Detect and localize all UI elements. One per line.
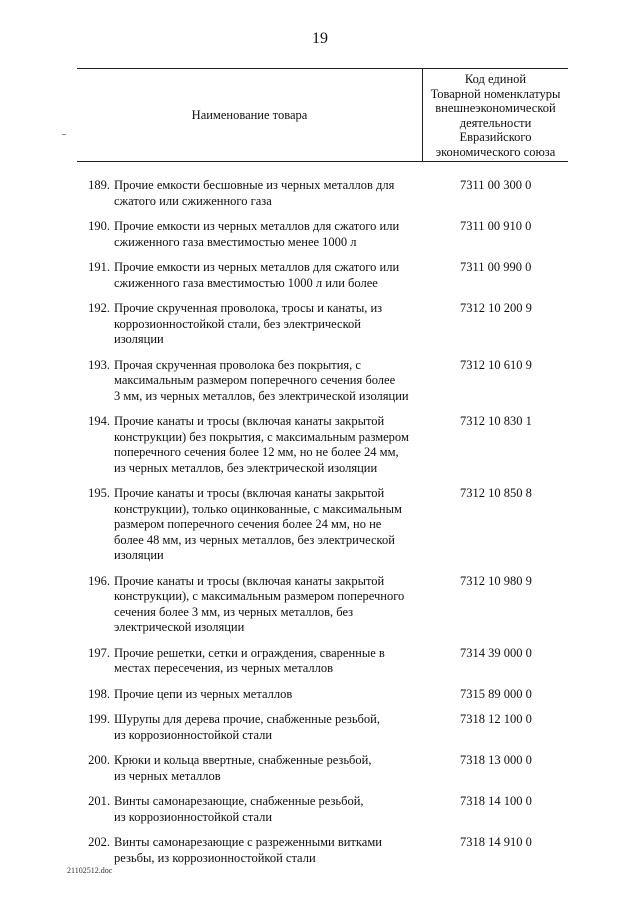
description-line: Прочие емкости из черных металлов для сжатого или — [114, 260, 400, 274]
item-number: 191. — [88, 260, 110, 274]
item-description — [114, 574, 424, 636]
code-header-line: Код единой — [464, 72, 527, 86]
description-line: сечения более 3 мм, из черных металлов, без — [114, 604, 354, 619]
item-code: 7318 14 100 0 — [460, 794, 532, 808]
item-code: 7314 39 000 0 — [460, 645, 532, 660]
item-description — [114, 178, 424, 209]
item-description — [114, 753, 424, 784]
description-line: максимальным размером поперечного сечения более — [114, 373, 396, 387]
table-row — [0, 178, 640, 209]
code-header-line: Евразийского — [459, 130, 532, 144]
description-line: конструкции) без покрытия, с максимальным размером — [114, 429, 409, 444]
item-description — [114, 260, 424, 291]
description-line: поперечного сечения более 12 мм, но не более 24 мм, — [114, 445, 399, 459]
item-description — [114, 486, 424, 564]
table-row — [0, 414, 640, 476]
description-line: размером поперечного сечения более 24 мм, но не — [114, 517, 382, 531]
code-header-line: деятельности — [459, 115, 532, 130]
description-line: Винты самонарезающие с разреженными витками — [114, 835, 382, 849]
item-description — [114, 835, 424, 866]
item-number: 190. — [88, 219, 110, 233]
item-number: 195. — [88, 486, 110, 500]
description-line: Прочие емкости из черных металлов для сжатого или — [114, 219, 400, 233]
item-description — [114, 712, 424, 743]
description-line: из черных металлов — [114, 768, 221, 783]
table-row — [0, 574, 640, 636]
description-line: сжиженного газа вместимостью 1000 л или более — [114, 275, 378, 290]
table-header — [77, 68, 568, 162]
item-code: 7312 10 610 9 — [460, 357, 532, 372]
description-line: коррозионностойкой стали, без электрической — [114, 316, 361, 331]
item-number: 189. — [88, 178, 110, 192]
table-row — [0, 687, 640, 703]
description-line: Прочие канаты и тросы (включая канаты закрытой — [114, 573, 385, 588]
item-code: 7312 10 200 9 — [460, 301, 532, 315]
item-number: 194. — [88, 414, 110, 428]
description-line: местах пересечения, из черных металлов — [114, 661, 334, 675]
code-header-line: Товарной номенклатуры — [430, 86, 561, 101]
item-number: 201. — [88, 794, 110, 808]
item-code: 7311 00 300 0 — [460, 178, 532, 192]
item-number: 192. — [88, 301, 110, 315]
item-code: 7311 00 990 0 — [460, 260, 532, 274]
description-line: конструкции), только оцинкованные, с максимальным — [114, 501, 402, 516]
description-line: Прочие канаты и тросы (включая канаты закрытой — [114, 414, 385, 428]
item-number: 196. — [88, 573, 110, 588]
item-code: 7318 13 000 0 — [460, 753, 532, 767]
description-line: Прочие емкости бесшовные из черных металлов для — [114, 178, 395, 192]
table-row — [0, 301, 640, 348]
item-code: 7318 14 910 0 — [460, 835, 532, 849]
document-filename: 21102512.doc — [67, 866, 113, 875]
description-line: электрической изоляции — [114, 620, 245, 634]
item-number: 197. — [88, 645, 110, 660]
item-number: 202. — [88, 835, 110, 849]
description-line: резьбы, из коррозионностойкой стали — [114, 850, 316, 865]
table-row — [0, 835, 640, 866]
item-code: 7312 10 850 8 — [460, 486, 532, 500]
description-line: сжиженного газа вместимостью менее 1000 л — [114, 234, 357, 249]
table-row — [0, 486, 640, 564]
item-number: 193. — [88, 357, 110, 372]
table-row — [0, 753, 640, 784]
description-line: Прочие цепи из черных металлов — [114, 686, 293, 701]
page-number: 19 — [312, 30, 328, 47]
item-description — [114, 219, 424, 250]
item-description — [114, 358, 424, 405]
item-number: 198. — [88, 686, 110, 701]
description-line: более 48 мм, из черных металлов, без электрической — [114, 532, 395, 547]
item-description — [114, 794, 424, 825]
description-line: из коррозионностойкой стали — [114, 809, 273, 824]
description-line: Прочие решетки, сетки и ограждения, сваренные в — [114, 645, 385, 660]
table-row — [0, 646, 640, 677]
description-line: Прочие скрученная проволока, тросы и канаты, из — [114, 301, 383, 315]
description-line: сжатого или сжиженного газа — [114, 193, 272, 208]
item-description — [114, 414, 424, 476]
item-code: 7312 10 830 1 — [460, 414, 532, 428]
item-code: 7312 10 980 9 — [460, 573, 532, 588]
description-line: изоляции — [114, 548, 164, 562]
description-line: Крюки и кольца ввертные, снабженные резьбой, — [114, 753, 372, 767]
table-row — [0, 219, 640, 250]
description-line: конструкции), с максимальным размером поперечного — [114, 589, 405, 603]
description-line: 3 мм, из черных металлов, без электрической изоляции — [114, 388, 409, 403]
description-line: изоляции — [114, 332, 164, 346]
code-header-line: внешнеэкономической — [435, 101, 556, 115]
description-line: Винты самонарезающие, снабженные резьбой, — [114, 794, 364, 808]
table-row — [0, 794, 640, 825]
table-row — [0, 712, 640, 743]
table-row — [0, 358, 640, 405]
item-description — [114, 301, 424, 348]
item-description — [114, 687, 424, 703]
item-code: 7315 89 000 0 — [460, 686, 532, 701]
item-code: 7311 00 910 0 — [460, 219, 532, 233]
code-header-line: экономического союза — [435, 144, 556, 159]
goods-list — [0, 178, 640, 876]
margin-mark — [62, 134, 66, 135]
item-number: 200. — [88, 753, 110, 767]
item-number: 199. — [88, 712, 110, 726]
description-line: из коррозионностойкой стали — [114, 727, 273, 742]
code-column-header — [423, 72, 568, 159]
item-code: 7318 12 100 0 — [460, 712, 532, 726]
table-row — [0, 260, 640, 291]
description-line: из черных металлов, без электрической изоляции — [114, 460, 378, 475]
description-line: Прочая скрученная проволока без покрытия, с — [114, 357, 361, 372]
description-line: Шурупы для дерева прочие, снабженные резьбой, — [114, 712, 380, 726]
description-line: Прочие канаты и тросы (включая канаты закрытой — [114, 486, 385, 500]
name-column-header: Наименование товара — [191, 107, 308, 122]
item-description — [114, 646, 424, 677]
